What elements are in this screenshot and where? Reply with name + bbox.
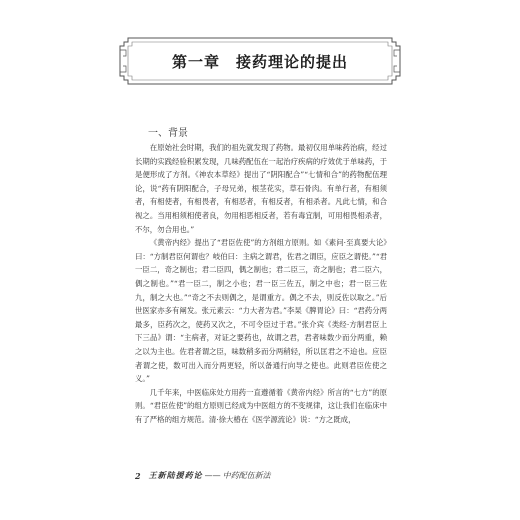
running-subtitle: 中药配伍新法 (222, 471, 271, 480)
section-heading: 一、背景 (148, 128, 188, 139)
running-title-separator: —— (204, 471, 221, 480)
chapter-title-banner (118, 36, 402, 86)
paragraph-3: 几千年来，中医临床处方用药一直遵循着《黄帝内经》所言的“七方”的原则。“君臣佐使”的组方原则已经成为中医组方的不变规律，这让我们在临床中有了严格的组方规范。清·徐大椿在《医学源流论》说：“方之既成， (135, 387, 387, 424)
body-text (135, 141, 387, 426)
running-title: 王新陆援药论 (148, 470, 203, 480)
page-footer (135, 470, 397, 481)
page-number: 2 (135, 470, 141, 481)
paragraph-2: 《黄帝内经》提出了“君臣佐使”的方剂组方原则。如《素问·至真要大论》曰：“方制君臣何谓也？岐伯曰：主病之谓君，佐君之谓臣，应臣之谓使。”“君一臣二，奇之制也；君二臣四，偶之制也；君二臣三，奇之制也；君二臣六，偶之制也。”“君一臣二，制之小也；君一臣三佐五，制之中也；君一臣三佐九，制之大也。”“奇之不去则偶之，是谓重方。偶之不去，则反佐以取之。”后世医家亦多有阐发。张元素云：“力大者为君。”李杲《脾胃论》曰：“君药分两最多，臣药次之，使药又次之，不可令臣过于君。”张介宾《类经·方制君臣上下三品》谓：“主病者，对证之要药也，故谓之君，君者味数少而分两重，赖之以为主也。佐君者谓之臣，味数稍多而分两稍轻，所以匡君之不迨也。应臣者谓之使，数可出入而分两更轻，所以备通行向导之使也。此则君臣佐使之义。” (135, 238, 387, 384)
chapter-title: 第一章 接药理论的提出 (171, 52, 348, 71)
paragraph-1: 在原始社会时期，我们的祖先就发现了药物。最初仅用单味药治病，经过长期的实践经验积累发现，几味药配伍在一起治疗疾病的疗效优于单味药，于是便形成了方剂。《神农本草经》提出了“阴阳配合”“七情和合”的药物配伍理论，说“药有阴阳配合，子母兄弟，根茎花实，草石骨肉。有单行者，有相须者，有相使者，有相畏者，有相恶者，有相反者，有相杀者。凡此七情，和合视之。当用相须相使者良，勿用相恶相反者，若有毒宜制，可用相畏相杀者，不尔，勿合用也。” (135, 143, 387, 234)
